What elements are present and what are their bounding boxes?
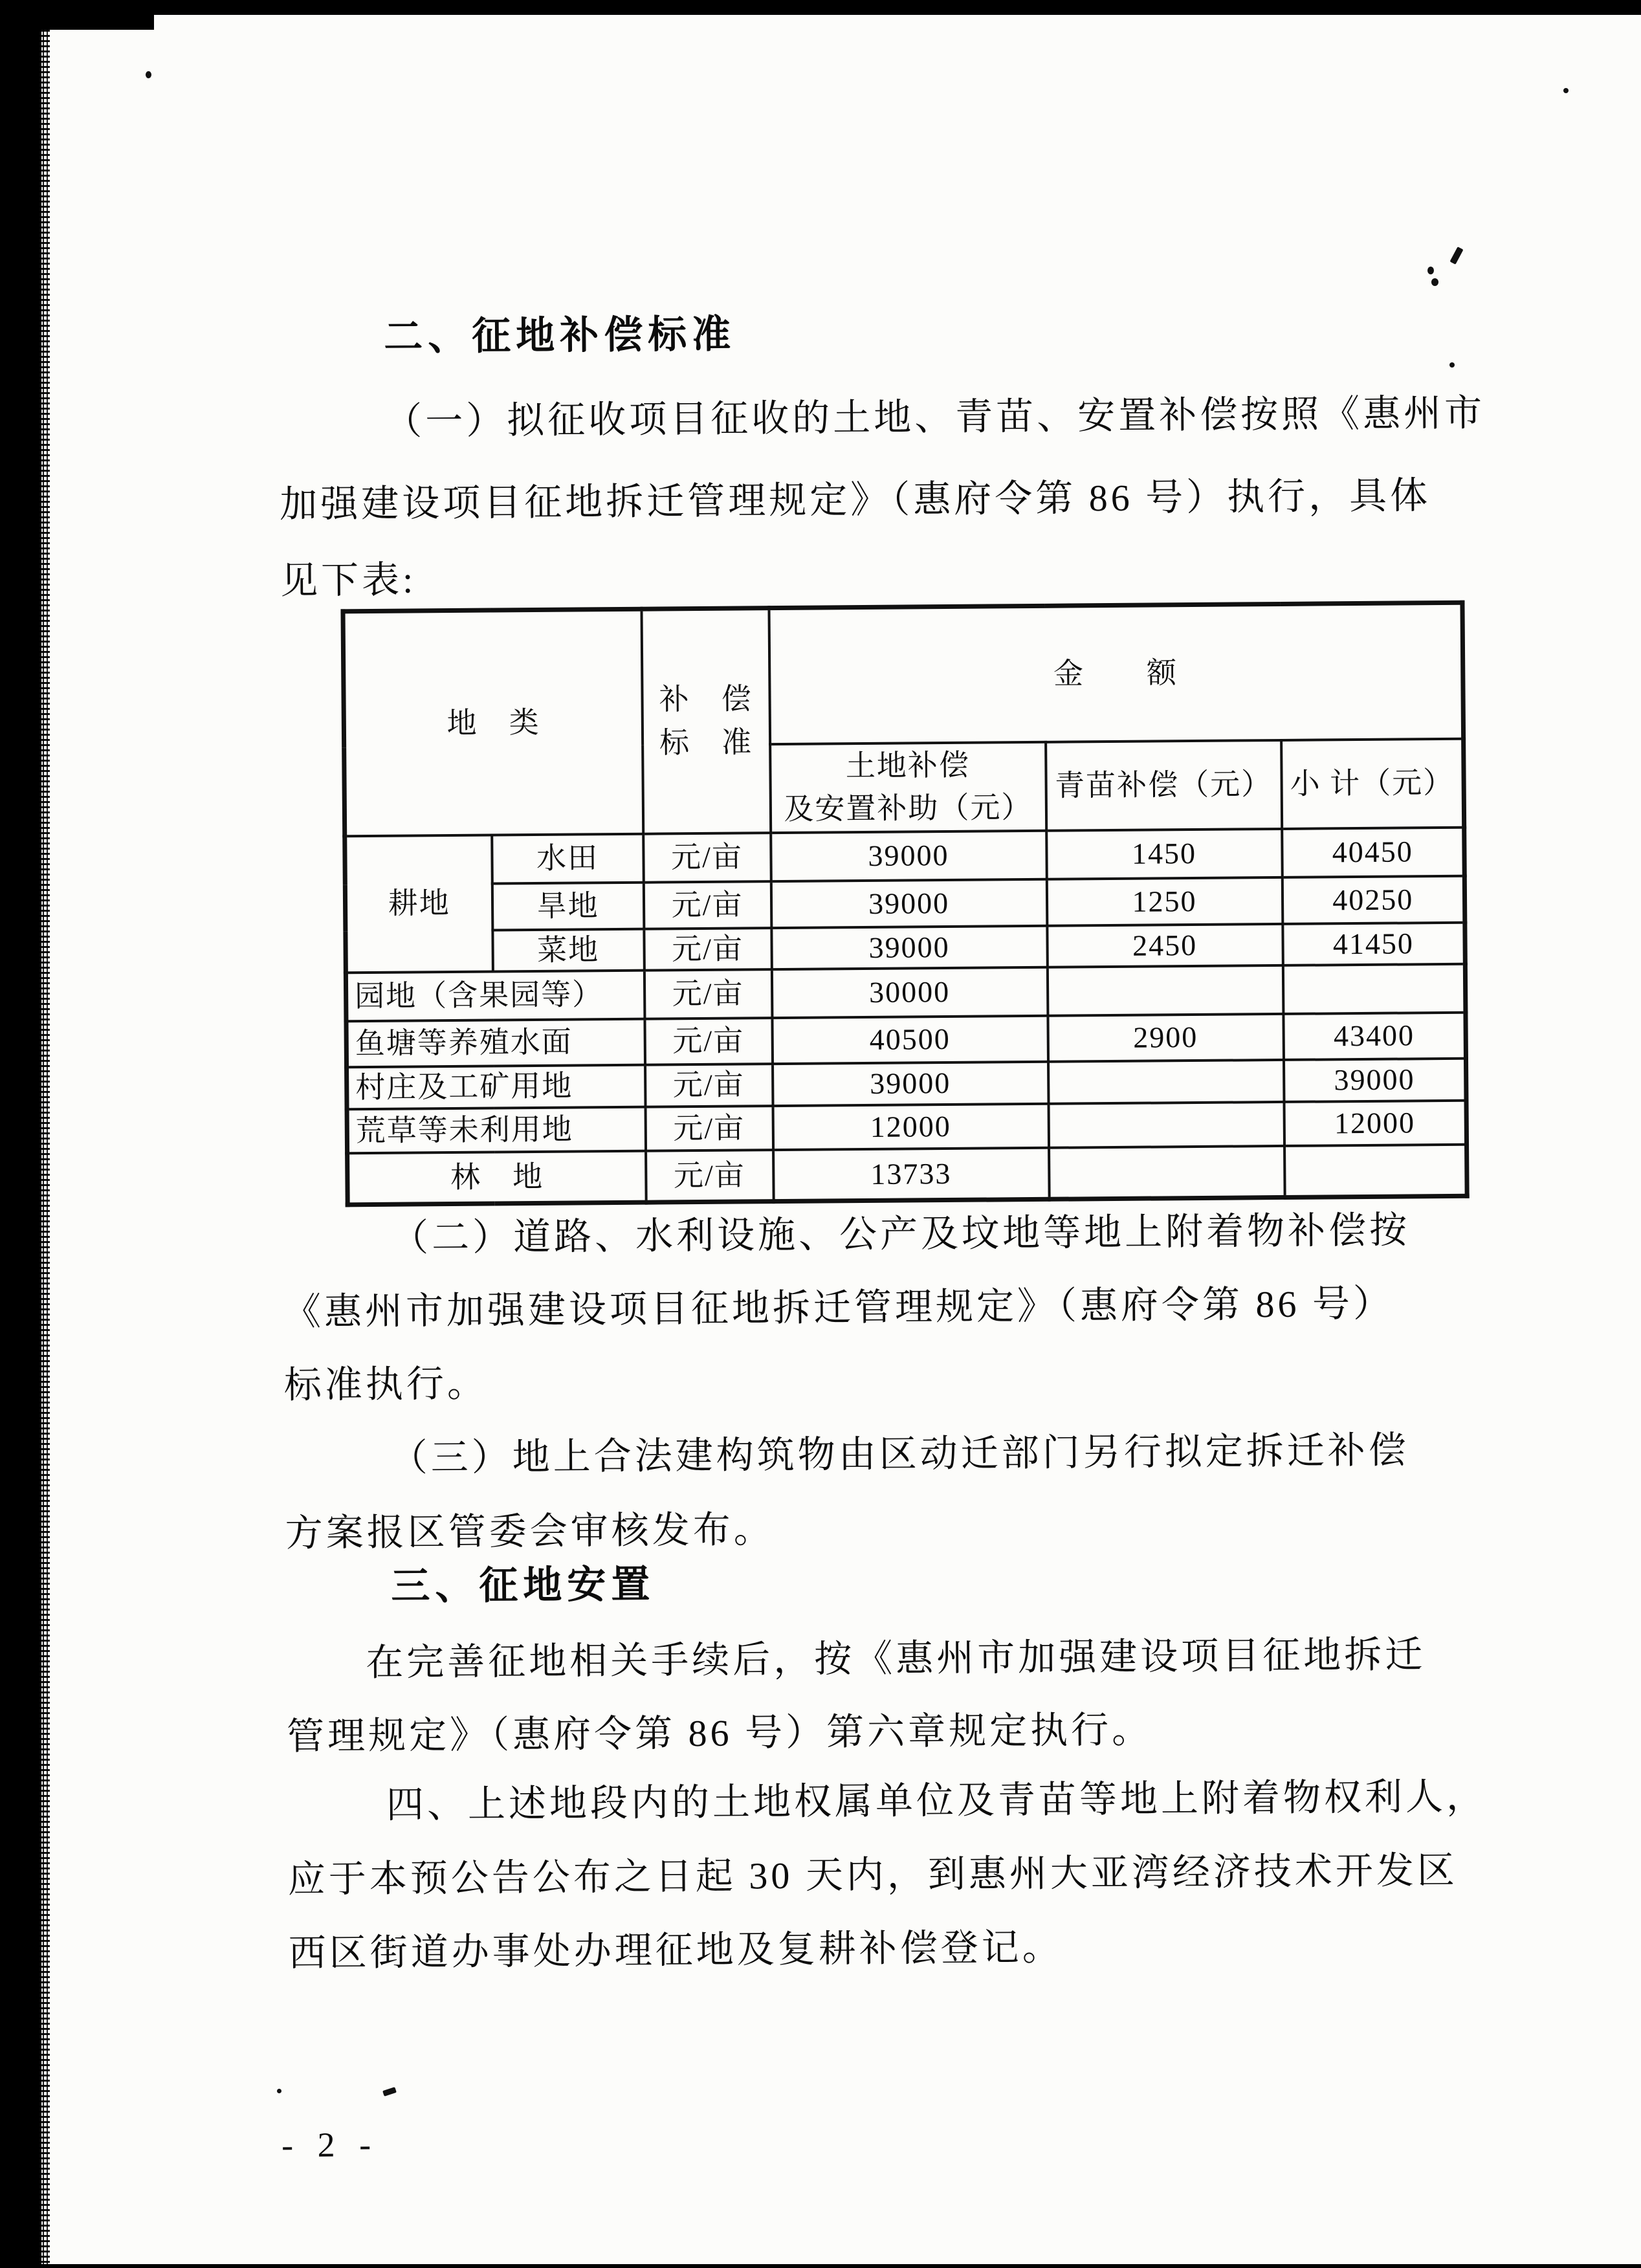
cell-land-amount: 30000 xyxy=(771,967,1048,1017)
cell-unit: 元/亩 xyxy=(645,1106,773,1151)
cell-land-amount: 39000 xyxy=(771,926,1047,969)
header-compensation-standard-line1: 补 偿 xyxy=(659,682,753,716)
cell-label: 旱地 xyxy=(492,883,644,930)
cell-unit: 元/亩 xyxy=(644,928,771,970)
cell-land-amount: 13733 xyxy=(773,1147,1050,1201)
header-land-compensation-line2: 及安置补助（元） xyxy=(784,791,1033,826)
cell-land-amount: 39000 xyxy=(771,831,1047,881)
cell-label: 鱼塘等养殖水面 xyxy=(346,1018,645,1067)
table-header-row-1 xyxy=(343,602,1464,747)
cell-subtotal xyxy=(1284,1144,1468,1197)
cell-subtotal: 43400 xyxy=(1283,1012,1466,1059)
cell-unit: 元/亩 xyxy=(643,881,771,929)
cell-subtotal: 12000 xyxy=(1284,1100,1467,1145)
header-land-class: 地 类 xyxy=(343,609,643,836)
cell-label: 荒草等未利用地 xyxy=(347,1106,646,1153)
paragraph-5-line-2: 应于本预公告公布之日起 30 天内，到惠州大亚湾经济技术开发区 xyxy=(287,1849,1459,1901)
table-row xyxy=(345,828,1465,885)
paragraph-5-line-1: 四、上述地段内的土地权属单位及青苗等地上附着物权利人， xyxy=(386,1775,1488,1826)
paragraph-4-line-1: 在完善征地相关手续后，按《惠州市加强建设项目征地拆迁 xyxy=(366,1633,1426,1684)
header-amount: 金 额 xyxy=(769,602,1464,743)
cell-unit: 元/亩 xyxy=(644,969,772,1019)
paragraph-2-line-2: 《惠州市加强建设项目征地拆迁管理规定》（惠府令第 86 号） xyxy=(283,1282,1394,1334)
paragraph-2-line-1: （二）道路、水利设施、公产及坟地等地上附着物补偿按 xyxy=(390,1209,1411,1259)
cell-unit: 元/亩 xyxy=(646,1150,774,1203)
paragraph-4-line-2: 管理规定》（惠府令第 86 号）第六章规定执行。 xyxy=(286,1708,1153,1758)
cell-subtotal: 39000 xyxy=(1283,1058,1466,1101)
section-heading-resettlement: 三、征地安置 xyxy=(391,1562,655,1608)
header-land-compensation xyxy=(770,742,1046,833)
section-heading-compensation-standard: 二、征地补偿标准 xyxy=(383,312,736,358)
cell-seedling-amount: 1250 xyxy=(1046,877,1283,926)
cell-subtotal: 40450 xyxy=(1282,828,1465,877)
cell-seedling-amount xyxy=(1047,965,1283,1016)
header-subtotal: 小 计（元） xyxy=(1281,738,1464,829)
header-seedling-compensation: 青苗补偿（元） xyxy=(1046,740,1282,830)
cell-subtotal xyxy=(1283,963,1466,1013)
cell-subtotal: 41450 xyxy=(1283,923,1466,965)
cell-seedling-amount xyxy=(1048,1060,1283,1104)
cell-label: 园地（含果园等） xyxy=(346,970,644,1021)
cell-land-amount: 39000 xyxy=(771,879,1047,928)
header-land-compensation-line1: 土地补偿 xyxy=(845,748,971,782)
cell-label: 水田 xyxy=(492,834,644,884)
cell-seedling-amount xyxy=(1049,1146,1285,1200)
cell-label: 村庄及工矿用地 xyxy=(347,1064,645,1109)
cell-land-amount: 39000 xyxy=(773,1061,1048,1105)
cell-seedling-amount: 2900 xyxy=(1048,1014,1284,1062)
paragraph-3-line-1: （三）地上合法建构筑物由区动迁部门另行拟定拆迁补偿 xyxy=(390,1429,1410,1479)
cell-label: 菜地 xyxy=(492,929,644,972)
table-row xyxy=(346,963,1466,1021)
page-number: - 2 - xyxy=(281,2124,379,2165)
cell-seedling-amount: 2450 xyxy=(1047,924,1283,967)
cell-unit: 元/亩 xyxy=(645,1064,773,1107)
cell-unit: 元/亩 xyxy=(644,1018,773,1065)
paragraph-1-line-1: （一）拟征收项目征收的土地、青苗、安置补偿按照《惠州市 xyxy=(384,391,1486,443)
compensation-table xyxy=(340,600,1469,1207)
cell-subtotal: 40250 xyxy=(1282,876,1465,924)
header-compensation-standard-line2: 标 准 xyxy=(659,725,753,760)
paragraph-1-line-3: 见下表: xyxy=(280,558,417,602)
cell-label: 林 地 xyxy=(347,1151,646,1205)
paragraph-5-line-3: 西区街道办事处办理征地及复耕补偿登记。 xyxy=(288,1926,1064,1975)
paragraph-3-line-2: 方案报区管委会审核发布。 xyxy=(285,1508,775,1555)
paragraph-2-line-3: 标准执行。 xyxy=(283,1362,489,1407)
table-row xyxy=(346,1012,1466,1067)
cell-land-amount: 40500 xyxy=(772,1015,1048,1063)
paragraph-1-line-2: 加强建设项目征地拆迁管理规定》（惠府令第 86 号）执行，具体 xyxy=(279,474,1431,526)
header-compensation-standard xyxy=(641,608,771,834)
table-row xyxy=(347,1144,1468,1205)
cell-unit: 元/亩 xyxy=(643,833,771,883)
cell-seedling-amount: 1450 xyxy=(1046,829,1283,879)
table-row xyxy=(345,876,1465,932)
cell-land-amount: 12000 xyxy=(773,1103,1049,1149)
cell-seedling-amount xyxy=(1048,1102,1284,1148)
cell-group-cultivated-land: 耕地 xyxy=(345,835,493,973)
